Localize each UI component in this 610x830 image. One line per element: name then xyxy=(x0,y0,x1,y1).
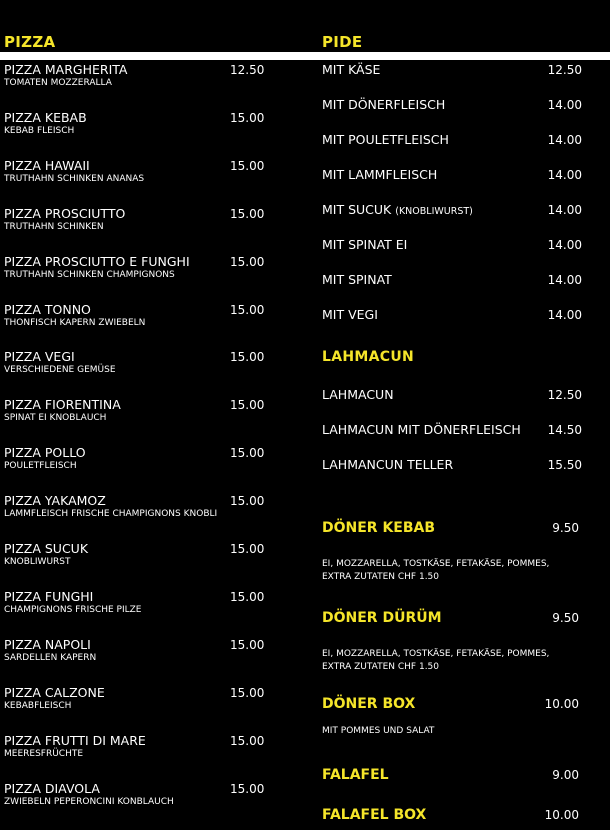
doner-item-description: EI, MOZZARELLA, TOSTKÄSE, FETAKÄSE, POMMES, xyxy=(322,649,550,659)
doner-item-description: MIT POMMES UND SALAT xyxy=(322,726,435,736)
pizza-item-description: CHAMPIGNONS FRISCHE PILZE xyxy=(4,604,142,615)
pide-item-label: MIT SUCUK xyxy=(322,202,392,217)
header-divider xyxy=(0,52,610,60)
pizza-item-name: PIZZA SUCUK xyxy=(4,541,89,556)
pizza-item-name: PIZZA TONNO xyxy=(4,301,91,317)
pizza-item-description: KEBABFLEISCH xyxy=(4,700,72,711)
pide-item-name xyxy=(322,202,473,217)
pizza-menu-item xyxy=(4,445,294,491)
pide-item-price: 14.00 xyxy=(547,273,582,287)
pizza-item-name: PIZZA CALZONE xyxy=(4,684,105,700)
pide-item-price: 14.00 xyxy=(547,308,582,322)
pide-item-label: MIT SPINAT xyxy=(322,272,392,287)
pizza-item-price: 15.00 xyxy=(230,110,265,125)
doner-item-description: EXTRA ZUTATEN CHF 1.50 xyxy=(322,572,440,582)
pide-item-name xyxy=(322,97,445,112)
pizza-item-description: ZWIEBELN PEPERONCINI KONBLAUCH xyxy=(4,796,174,807)
pizza-item-price: 15.00 xyxy=(230,685,265,700)
pizza-menu-item xyxy=(4,493,294,539)
pide-menu-item xyxy=(322,272,584,292)
doner-item-title: DÖNER KEBAB xyxy=(322,520,436,536)
pizza-item-price: 15.00 xyxy=(230,589,265,604)
pizza-menu-item xyxy=(4,302,294,348)
pide-item-price: 14.00 xyxy=(547,203,582,217)
pizza-item-price: 12.50 xyxy=(230,63,265,77)
pide-item-price: 12.50 xyxy=(547,63,582,77)
doner-item-price: 9.50 xyxy=(552,611,579,625)
pizza-item-name: PIZZA NAPOLI xyxy=(4,636,91,652)
pizza-menu-item xyxy=(4,589,294,635)
pizza-item-name: PIZZA VEGI xyxy=(4,349,75,365)
pide-item-label: MIT DÖNERFLEISCH xyxy=(322,97,446,112)
pizza-item-description: KNOBLIWURST xyxy=(4,557,71,567)
pizza-item-description: TOMATEN MOZZERALLA xyxy=(4,78,112,88)
pizza-item-price: 15.00 xyxy=(230,158,265,173)
lahmacun-menu-item xyxy=(322,422,584,442)
pizza-item-description: MEERESFRÜCHTE xyxy=(4,748,84,759)
pide-item-name xyxy=(322,237,407,252)
pide-menu-item xyxy=(322,307,584,327)
pizza-menu-item xyxy=(4,397,294,443)
pide-item-name xyxy=(322,167,437,182)
pizza-item-name: PIZZA MARGHERITA xyxy=(4,62,128,77)
pizza-item-name: PIZZA YAKAMOZ xyxy=(4,493,106,509)
pizza-item-name: PIZZA FIORENTINA xyxy=(4,397,121,413)
pizza-item-description: SPINAT EI KNOBLAUCH xyxy=(4,413,107,424)
pide-section-title: PIDE xyxy=(322,33,363,51)
pizza-item-price: 15.00 xyxy=(230,781,265,796)
pizza-item-name: PIZZA HAWAII xyxy=(4,157,90,173)
pizza-item-price: 15.00 xyxy=(230,350,265,365)
pizza-item-price: 15.00 xyxy=(230,542,265,556)
pide-item-name xyxy=(322,307,378,322)
doner-item-price: 10.00 xyxy=(544,697,579,711)
pizza-item-name: PIZZA FUNGHI xyxy=(4,588,94,604)
pizza-menu-item xyxy=(4,637,294,683)
pizza-item-name: PIZZA KEBAB xyxy=(4,109,87,125)
pide-item-label: MIT SPINAT EI xyxy=(322,237,408,252)
pide-menu-item xyxy=(322,62,584,82)
pide-item-note: (KNOBLIWURST) xyxy=(395,206,473,217)
pizza-item-name: PIZZA PROSCIUTTO E FUNGHI xyxy=(4,253,190,269)
pide-item-price: 14.00 xyxy=(547,168,582,182)
pizza-item-price: 15.00 xyxy=(230,254,265,269)
pide-menu-item xyxy=(322,132,584,152)
pizza-menu-item xyxy=(4,110,294,156)
pizza-item-price: 15.00 xyxy=(230,494,265,509)
pizza-item-description: SARDELLEN KAPERN xyxy=(4,652,97,663)
lahmacun-item-name: LAHMACUN xyxy=(322,387,394,402)
pizza-item-price: 15.00 xyxy=(230,302,265,317)
pide-item-name xyxy=(322,272,392,287)
pizza-item-name: PIZZA PROSCIUTTO xyxy=(4,205,126,221)
pizza-item-price: 15.00 xyxy=(230,398,265,413)
pizza-item-price: 15.00 xyxy=(230,637,265,652)
lahmacun-section-title: LAHMACUN xyxy=(322,349,414,365)
pide-item-price: 14.00 xyxy=(547,98,582,112)
pizza-menu-item xyxy=(4,158,294,204)
pide-menu-item xyxy=(322,237,584,257)
pizza-menu-item xyxy=(4,206,294,252)
pizza-item-name: PIZZA POLLO xyxy=(4,445,86,461)
lahmacun-item-price: 15.50 xyxy=(547,458,582,472)
doner-item-description: EXTRA ZUTATEN CHF 1.50 xyxy=(322,662,440,672)
lahmacun-item-name: LAHMANCUN TELLER xyxy=(322,457,454,472)
pide-item-label: MIT KÄSE xyxy=(322,62,381,77)
pizza-item-description: TRUTHAHN SCHINKEN CHAMPIGNONS xyxy=(4,269,175,280)
doner-item-title: FALAFEL BOX xyxy=(322,807,427,823)
doner-item-description: EI, MOZZARELLA, TOSTKÄSE, FETAKÄSE, POMMES, xyxy=(322,559,550,569)
doner-item-price: 9.00 xyxy=(552,768,579,782)
lahmacun-menu-item xyxy=(322,387,584,407)
pizza-menu-item xyxy=(4,781,294,827)
pizza-menu-item xyxy=(4,254,294,300)
pizza-item-description: THONFISCH KAPERN ZWIEBELN xyxy=(4,317,146,328)
lahmacun-item-name: LAHMACUN MIT DÖNERFLEISCH xyxy=(322,422,521,437)
doner-item-title: FALAFEL xyxy=(322,767,389,783)
pide-item-label: MIT POULETFLEISCH xyxy=(322,132,449,147)
pide-menu-item xyxy=(322,167,584,187)
pizza-menu-item xyxy=(4,349,294,395)
lahmacun-menu-item xyxy=(322,457,584,477)
pizza-menu-item xyxy=(4,541,294,587)
pizza-menu-item xyxy=(4,62,294,108)
pizza-item-name: PIZZA FRUTTI DI MARE xyxy=(4,732,146,748)
lahmacun-item-price: 14.50 xyxy=(547,423,582,437)
pizza-item-description: TRUTHAHN SCHINKEN ANANAS xyxy=(4,173,145,184)
doner-item-title: DÖNER BOX xyxy=(322,696,416,712)
pizza-item-description: TRUTHAHN SCHINKEN xyxy=(4,221,104,232)
pizza-item-price: 15.00 xyxy=(230,206,265,221)
pizza-menu-item xyxy=(4,733,294,779)
pizza-item-description: POULETFLEISCH xyxy=(4,461,77,472)
pide-item-price: 14.00 xyxy=(547,133,582,147)
pizza-item-name: PIZZA DIAVOLA xyxy=(4,780,100,796)
pide-menu-item xyxy=(322,97,584,117)
pizza-item-description: LAMMFLEISCH FRISCHE CHAMPIGNONS KNOBLI xyxy=(4,509,218,520)
pide-item-price: 14.00 xyxy=(547,238,582,252)
pizza-item-description: KEBAB FLEISCH xyxy=(4,125,75,136)
pizza-item-price: 15.00 xyxy=(230,446,265,461)
lahmacun-item-price: 12.50 xyxy=(547,388,582,402)
doner-item-title: DÖNER DÜRÜM xyxy=(322,610,442,626)
pide-item-label: MIT LAMMFLEISCH xyxy=(322,167,438,182)
pide-menu-item xyxy=(322,202,584,222)
pizza-item-description: VERSCHIEDENE GEMÜSE xyxy=(4,365,116,376)
pizza-section-title: PIZZA xyxy=(4,33,56,51)
pizza-menu-item xyxy=(4,685,294,731)
doner-item-price: 10.00 xyxy=(544,808,579,822)
doner-item-price: 9.50 xyxy=(552,521,579,535)
pide-item-name xyxy=(322,132,449,147)
pide-item-label: MIT VEGI xyxy=(322,307,378,322)
pizza-item-price: 15.00 xyxy=(230,733,265,748)
pide-item-name xyxy=(322,62,380,77)
